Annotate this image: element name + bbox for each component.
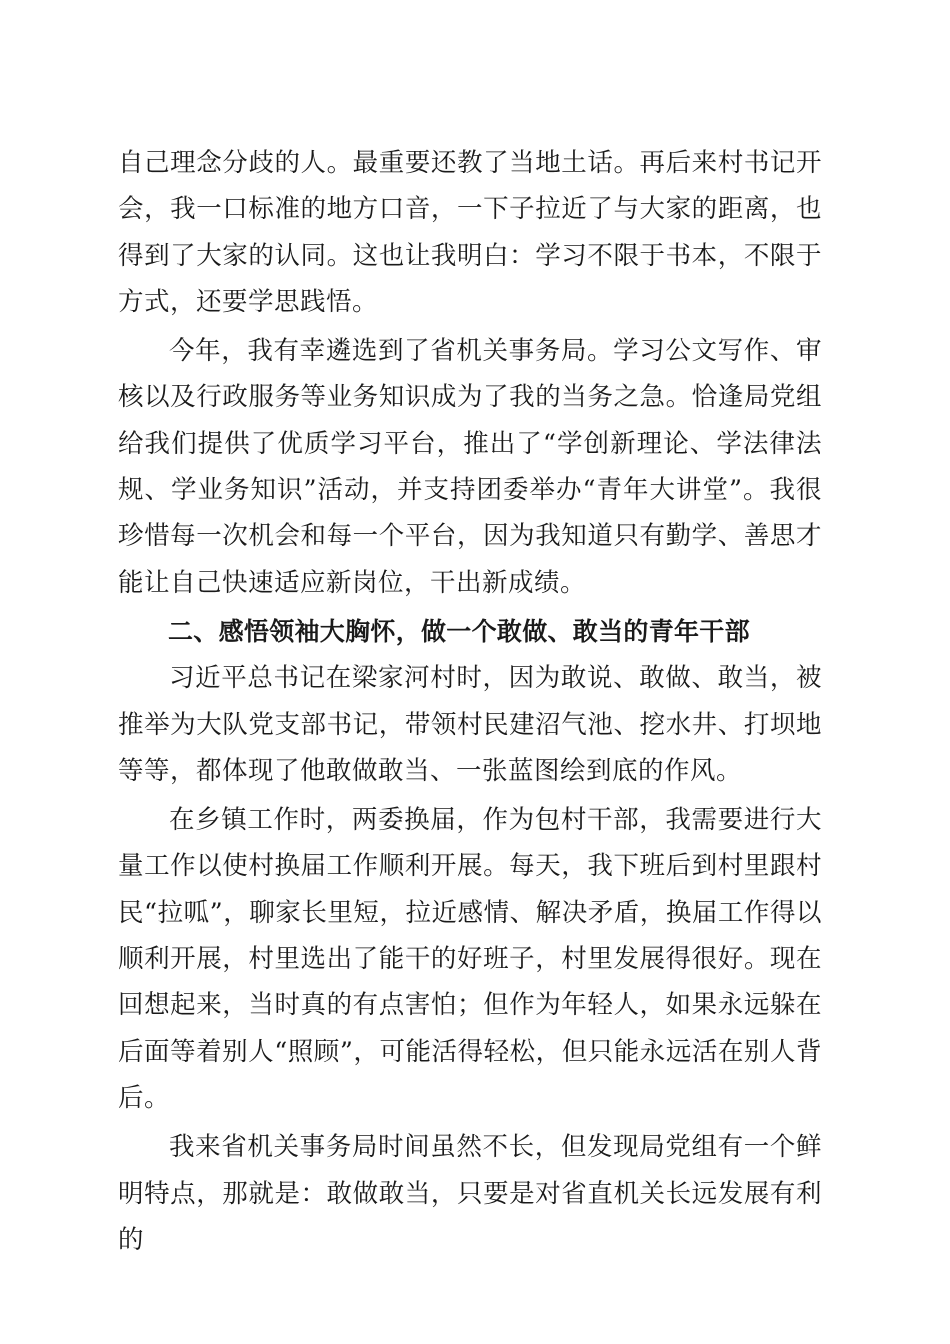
section-heading-2: 二、感悟领袖大胸怀，做一个敢做、敢当的青年干部 <box>168 616 750 646</box>
paragraph-bureau: 我来省机关事务局时间虽然不长，但发现局党组有一个鲜明特点，那就是：敢做敢当，只要是对省直机关长远发展有利的 <box>118 1132 822 1255</box>
paragraph-township-work: 在乡镇工作时，两委换届，作为包村干部，我需要进行大量工作以使村换届工作顺利开展。每天，我下班后到村里跟村民“拉呱”，聊家长里短，拉近感情、解决矛盾，换届工作得以顺利开展，村里选出了能干的好班子，村里发展得很好。现在回想起来，当时真的有点害怕；但作为年轻人，如果永远躲在后面等着别人“照顾”，可能活得轻松，但只能永远活在别人背后。 <box>118 805 822 1113</box>
paragraph-promotion: 今年，我有幸遴选到了省机关事务局。学习公文写作、审核以及行政服务等业务知识成为了我的当务之急。恰逢局党组给我们提供了优质学习平台，推出了“学创新理论、学法律法规、学业务知识”活动，并支持团委举办“青年大讲堂”。我很珍惜每一次机会和每一个平台，因为我知道只有勤学、善思才能让自己快速适应新岗位，干出新成绩。 <box>118 336 822 598</box>
paragraph-liangjiahe: 习近平总书记在梁家河村时，因为敢说、敢做、敢当，被推举为大队党支部书记，带领村民建沼气池、挖水井、打坝地等等，都体现了他敢做敢当、一张蓝图绘到底的作风。 <box>118 663 822 786</box>
document-body <box>118 140 822 1263</box>
paragraph-continuation: 自己理念分歧的人。最重要还教了当地土话。再后来村书记开会，我一口标准的地方口音，一下子拉近了与大家的距离，也得到了大家的认同。这也让我明白：学习不限于书本，不限于方式，还要学思践悟。 <box>118 148 822 317</box>
